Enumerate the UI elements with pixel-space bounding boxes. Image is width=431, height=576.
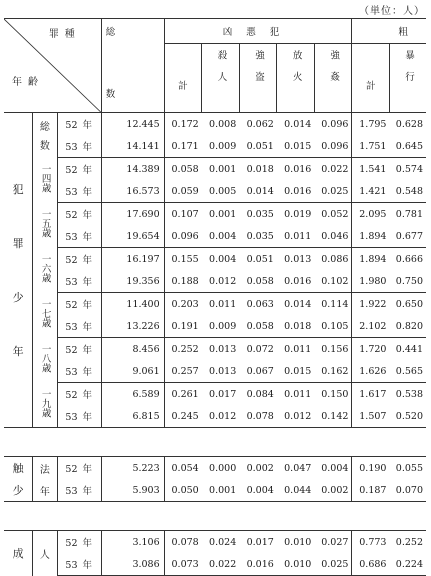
year-unit: 年 [82,300,93,311]
header-violent-total: 計 [164,44,202,113]
value-arson: 0.015 [277,360,315,383]
value-rough-total: 1.894 [352,225,390,248]
value-assault: 0.677 [389,225,426,248]
gap-cell [4,428,426,457]
year-unit: 年 [82,464,93,475]
year-number: 53 [65,187,78,198]
value-assault: 0.070 [389,479,426,502]
value-rape: 0.102 [314,270,352,293]
value-robbery: 0.014 [239,180,277,203]
value-rough-total: 0.190 [359,462,387,474]
section-gap [4,502,426,531]
section-label-char: 少 [12,484,24,497]
value-murder: 0.013 [209,343,237,355]
value-arson: 0.016 [277,180,315,203]
value-assault: 0.628 [395,118,423,130]
age-label-text: 数 [39,141,50,153]
value-assault: 0.548 [389,180,426,203]
value-arson: 0.010 [277,553,315,576]
value-total: 19.356 [101,270,164,293]
value-violent-total: 0.107 [171,208,199,220]
value-rape: 0.025 [314,553,352,576]
value-violent-total: 0.261 [171,388,199,400]
age-label-text: 一七歳 [39,299,51,328]
value-total: 3.106 [101,531,164,554]
value-murder: 0.004 [209,253,237,265]
year-unit: 年 [82,367,93,378]
value-murder: 0.012 [209,410,237,422]
value-rough-total: 0.686 [352,553,390,576]
year-number: 52 [65,345,78,356]
value-rough-total: 1.617 [359,388,387,400]
table-row [4,180,426,203]
year-number: 52 [65,255,78,266]
year-number: 53 [65,412,78,423]
year-unit: 年 [82,538,93,549]
section-label-char: 少 [12,291,24,304]
value-total: 14.389 [101,158,164,181]
value-rough-total: 1.541 [359,163,387,175]
value-rough-total: 0.187 [352,479,390,502]
value-robbery: 0.058 [239,315,277,338]
value-rape: 0.142 [314,405,352,428]
section-label-char: 罪 [12,237,24,250]
year-number: 52 [65,165,78,176]
value-rough-total: 2.095 [359,208,387,220]
table-row [4,158,426,181]
value-rough-total: 1.894 [359,253,387,265]
year-unit: 年 [82,210,93,221]
year-cell [57,270,101,293]
value-assault: 0.666 [395,253,423,265]
value-violent-total: 0.155 [171,253,199,265]
value-rape: 0.002 [314,479,352,502]
year-number: 52 [65,210,78,221]
value-violent-total: 0.096 [164,225,202,248]
year-number: 52 [65,538,78,549]
header-murder: 殺人 [202,44,240,113]
value-arson: 0.014 [284,118,312,130]
age-label-text: 総 [39,122,50,134]
value-rough-total: 1.507 [359,410,387,422]
statistics-table [4,18,426,576]
value-murder: 0.013 [202,360,240,383]
value-assault: 0.781 [395,208,423,220]
header-robbery: 強盗 [239,44,277,113]
value-assault: 0.574 [395,163,423,175]
age-label-cell [33,113,57,158]
value-violent-total: 0.188 [164,270,202,293]
value-murder: 0.024 [209,536,237,548]
value-rape: 0.086 [314,248,352,271]
header-row-groups [4,19,426,44]
value-robbery: 0.016 [239,553,277,576]
value-assault: 0.055 [395,462,423,474]
value-total: 8.456 [101,338,164,361]
header-total: 総 数 [101,19,164,113]
value-murder: 0.009 [202,315,240,338]
value-rough-total: 2.102 [352,315,390,338]
value-murder: 0.004 [202,225,240,248]
value-violent-total: 0.203 [171,298,199,310]
year-cell [57,113,101,136]
table-row [4,338,426,361]
table-row [4,315,426,338]
value-total: 3.086 [101,553,164,576]
value-assault: 0.820 [389,315,426,338]
value-total: 19.654 [101,225,164,248]
value-robbery: 0.002 [246,462,274,474]
value-murder: 0.009 [202,135,240,158]
year-number: 53 [65,486,78,497]
value-assault: 0.538 [395,388,423,400]
header-assault: 暴行 [389,44,426,113]
value-rough-total: 1.980 [352,270,390,293]
value-murder: 0.000 [209,462,237,474]
value-rough-total: 0.773 [359,536,387,548]
year-number: 52 [65,120,78,131]
age-label-cell [33,293,57,338]
value-total: 11.400 [101,293,164,316]
value-robbery: 0.004 [239,479,277,502]
value-robbery: 0.035 [246,208,274,220]
value-rape: 0.105 [314,315,352,338]
value-rape: 0.096 [314,113,352,136]
year-number: 53 [65,560,78,571]
value-total: 5.223 [101,457,164,480]
value-violent-total: 0.054 [171,462,199,474]
value-robbery: 0.018 [246,163,274,175]
value-arson: 0.019 [284,208,312,220]
year-number: 52 [65,390,78,401]
age-label-cell [33,248,57,293]
age-label-text: 一五歳 [39,209,51,238]
value-arson: 0.013 [284,253,312,265]
section-label-cell [33,479,57,502]
year-number: 53 [65,367,78,378]
section-label-char: 年 [12,345,24,358]
value-robbery: 0.072 [246,343,274,355]
value-total: 12.445 [101,113,164,136]
section-label-cell [33,531,57,576]
value-rough-total: 1.720 [359,343,387,355]
value-arson: 0.044 [277,479,315,502]
value-murder: 0.001 [202,479,240,502]
value-violent-total: 0.245 [171,410,199,422]
year-unit: 年 [82,560,93,571]
age-label-text: 一九歳 [39,389,51,418]
value-arson: 0.011 [284,388,312,400]
age-label-cell [33,338,57,383]
value-assault: 0.650 [395,298,423,310]
section-label-char: 犯 [12,183,24,196]
age-label-text: 一六歳 [39,254,51,283]
value-robbery: 0.058 [239,270,277,293]
value-assault: 0.224 [389,553,426,576]
value-arson: 0.047 [284,462,312,474]
value-rough-total: 1.626 [352,360,390,383]
table-row [4,405,426,428]
header-arson: 放火 [277,44,315,113]
value-rape: 0.046 [314,225,352,248]
section-group-cell [4,479,33,502]
value-total: 17.690 [101,203,164,226]
value-robbery: 0.051 [246,253,274,265]
header-rough-total: 計 [352,44,390,113]
year-cell [57,203,101,226]
year-cell [57,248,101,271]
value-rough-total: 1.751 [352,135,390,158]
value-violent-total: 0.078 [171,536,199,548]
corner-age: 年齢 [12,77,44,88]
section-label-char: 触 [12,462,24,475]
year-unit: 年 [82,142,93,153]
value-total: 16.573 [101,180,164,203]
value-total: 9.061 [101,360,164,383]
table-row [4,270,426,293]
value-robbery: 0.067 [239,360,277,383]
value-total: 16.197 [101,248,164,271]
value-rough-total: 1.922 [359,298,387,310]
value-total: 14.141 [101,135,164,158]
header-group-rough: 粗 [352,19,426,44]
value-rape: 0.004 [314,457,352,480]
value-assault: 0.565 [389,360,426,383]
age-label-cell [33,158,57,203]
header-group-violent: 凶悪犯 [164,19,352,44]
value-robbery: 0.078 [246,410,274,422]
section-label-cell [33,457,57,480]
value-robbery: 0.084 [246,388,274,400]
value-violent-total: 0.257 [164,360,202,383]
value-arson: 0.015 [277,135,315,158]
section-label-juvenile [4,113,33,428]
value-violent-total: 0.171 [164,135,202,158]
value-arson: 0.012 [284,410,312,422]
value-total: 5.903 [101,479,164,502]
year-cell [57,457,101,480]
year-unit: 年 [82,187,93,198]
year-cell [57,315,101,338]
value-assault: 0.441 [395,343,423,355]
value-assault: 0.645 [389,135,426,158]
value-violent-total: 0.191 [164,315,202,338]
age-label-text: 一八歳 [39,344,51,373]
value-assault: 0.520 [395,410,423,422]
value-rough-total: 1.421 [352,180,390,203]
table-row [4,531,426,554]
value-rough-total: 1.795 [359,118,387,130]
header-rape: 強姦 [314,44,352,113]
table-row [4,360,426,383]
value-robbery: 0.017 [246,536,274,548]
value-murder: 0.011 [209,298,237,310]
year-number: 53 [65,322,78,333]
table-row [4,553,426,576]
value-total: 6.589 [101,383,164,406]
year-cell [57,135,101,158]
year-number: 52 [65,300,78,311]
value-arson: 0.014 [284,298,312,310]
value-murder: 0.001 [209,208,237,220]
year-cell [57,180,101,203]
year-unit: 年 [82,277,93,288]
value-total: 6.815 [101,405,164,428]
year-unit: 年 [82,345,93,356]
year-number: 53 [65,232,78,243]
age-label-cell [33,383,57,428]
age-label-cell [33,203,57,248]
table-row [4,293,426,316]
age-label-text: 一四歳 [39,164,51,193]
value-violent-total: 0.050 [164,479,202,502]
value-total: 13.226 [101,315,164,338]
value-rape: 0.025 [314,180,352,203]
value-murder: 0.008 [209,118,237,130]
value-arson: 0.010 [284,536,312,548]
year-unit: 年 [82,486,93,497]
year-cell [57,553,101,576]
header-corner [4,19,101,113]
value-rape: 0.150 [314,383,352,406]
year-unit: 年 [82,412,93,423]
value-rape: 0.114 [314,293,352,316]
year-cell [57,531,101,554]
table-row [4,248,426,271]
value-rape: 0.022 [314,158,352,181]
table-row [4,135,426,158]
year-cell [57,225,101,248]
value-robbery: 0.051 [239,135,277,158]
section-group-cell [4,457,33,480]
value-murder: 0.017 [209,388,237,400]
value-arson: 0.011 [277,225,315,248]
table-body [4,113,426,576]
year-unit: 年 [82,120,93,131]
section-gap [4,428,426,457]
section-group-cell [4,531,33,576]
table-row [4,479,426,502]
year-cell [57,383,101,406]
year-unit: 年 [82,232,93,243]
year-cell [57,293,101,316]
section-label-char: 人 [39,549,50,561]
year-cell [57,158,101,181]
section-label-char: 法 [39,464,50,476]
value-murder: 0.012 [202,270,240,293]
corner-crime-type: 罪種 [48,29,81,40]
year-unit: 年 [82,165,93,176]
year-number: 52 [65,464,78,475]
year-number: 53 [65,142,78,153]
value-rape: 0.052 [314,203,352,226]
value-assault: 0.750 [389,270,426,293]
year-unit: 年 [82,322,93,333]
value-violent-total: 0.058 [171,163,199,175]
unit-label: （単位：人） [359,6,425,17]
year-cell [57,338,101,361]
value-arson: 0.016 [277,270,315,293]
value-murder: 0.005 [202,180,240,203]
year-number: 53 [65,277,78,288]
value-rape: 0.156 [314,338,352,361]
value-robbery: 0.063 [246,298,274,310]
value-murder: 0.022 [202,553,240,576]
value-rape: 0.162 [314,360,352,383]
year-cell [57,360,101,383]
table-row [4,383,426,406]
year-cell [57,405,101,428]
section-label-char: 成 [12,547,24,561]
value-murder: 0.001 [209,163,237,175]
table-row [4,225,426,248]
section-label-char: 年 [39,486,50,498]
value-rape: 0.096 [314,135,352,158]
value-robbery: 0.035 [239,225,277,248]
year-unit: 年 [82,255,93,266]
value-violent-total: 0.073 [164,553,202,576]
value-assault: 0.252 [395,536,423,548]
table-row [4,457,426,480]
gap-cell [4,502,426,531]
value-violent-total: 0.059 [164,180,202,203]
year-cell [57,479,101,502]
value-arson: 0.011 [284,343,312,355]
value-violent-total: 0.172 [171,118,199,130]
table-row [4,203,426,226]
value-violent-total: 0.252 [171,343,199,355]
value-robbery: 0.062 [246,118,274,130]
value-arson: 0.018 [277,315,315,338]
year-unit: 年 [82,390,93,401]
value-rape: 0.027 [314,531,352,554]
value-arson: 0.016 [284,163,312,175]
table-row [4,113,426,136]
